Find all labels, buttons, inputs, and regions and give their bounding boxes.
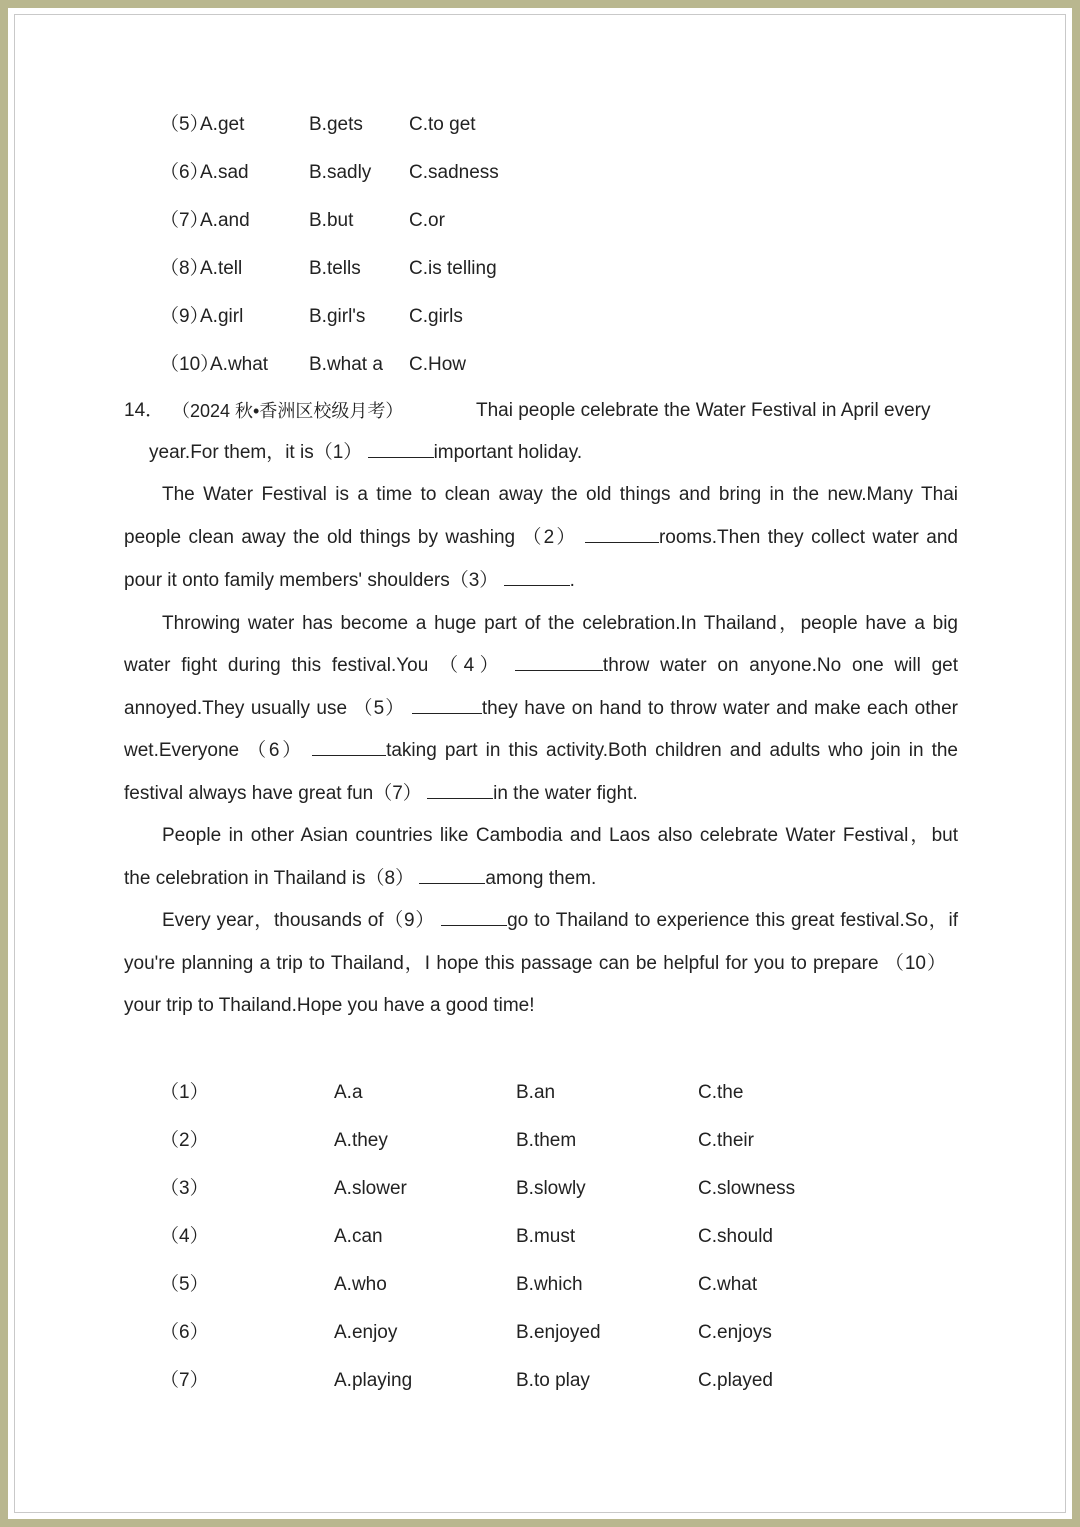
option-number: （3） — [160, 1178, 209, 1199]
option-row — [160, 1174, 860, 1204]
option-number: （10） — [160, 354, 220, 375]
option-b: B.what a — [309, 354, 383, 375]
option-c: C.played — [698, 1370, 773, 1391]
option-number: （4） — [160, 1226, 209, 1247]
option-a: A.slower — [334, 1178, 407, 1199]
option-row — [160, 1078, 860, 1108]
passage-line: people clean away the old things by washing （2） rooms.Then they collect water and — [124, 523, 958, 553]
option-number: （9） — [160, 306, 209, 327]
option-a: A.playing — [334, 1370, 413, 1391]
option-c: C.slowness — [698, 1178, 796, 1199]
option-row — [160, 110, 560, 140]
passage-line: pour it onto family members' shoulders（3） . — [124, 566, 958, 596]
option-c: C.what — [698, 1274, 758, 1295]
passage-line: Every year，thousands of（9） go to Thailand to experience this great festival.So，if — [162, 906, 958, 936]
option-a: A.girl — [200, 306, 244, 327]
option-b: B.but — [309, 210, 354, 231]
option-c: C.should — [698, 1226, 773, 1247]
option-a: A.they — [334, 1130, 388, 1151]
answer-blank — [412, 695, 482, 714]
option-row — [160, 350, 560, 380]
option-b: B.slowly — [516, 1178, 586, 1199]
question-number: 14． — [124, 400, 165, 421]
option-c: C.enjoys — [698, 1322, 772, 1343]
option-a: A.get — [200, 114, 245, 135]
option-row — [160, 1222, 860, 1252]
option-c: C.is telling — [409, 258, 497, 279]
answer-blank — [368, 439, 434, 458]
option-b: B.them — [516, 1130, 577, 1151]
option-row — [160, 158, 560, 188]
passage-line: you're planning a trip to Thailand，I hope this passage can be helpful for you to prepare （10） — [124, 953, 946, 974]
option-number: （6） — [160, 1322, 209, 1343]
passage-line: People in other Asian countries like Cambodia and Laos also celebrate Water Festival，but — [162, 825, 958, 846]
option-c: C.How — [409, 354, 467, 375]
answer-blank — [585, 524, 659, 543]
option-row — [160, 206, 560, 236]
option-a: A.sad — [200, 162, 249, 183]
option-a: A.enjoy — [334, 1322, 398, 1343]
option-row — [160, 1126, 860, 1156]
option-number: （8） — [160, 258, 209, 279]
option-b: B.gets — [309, 114, 363, 135]
passage-line: Thai people celebrate the Water Festival in April every — [476, 400, 931, 421]
option-number: （7） — [160, 1370, 209, 1391]
option-row — [160, 1270, 860, 1300]
option-a: A.and — [200, 210, 250, 231]
passage-line: the celebration in Thailand is（8） among them. — [124, 864, 958, 894]
passage-line: Throwing water has become a huge part of the celebration.In Thailand，people have a big — [162, 613, 958, 634]
option-c: C.their — [698, 1130, 754, 1151]
option-b: B.sadly — [309, 162, 372, 183]
option-number: （7） — [160, 210, 209, 231]
option-a: A.tell — [200, 258, 243, 279]
option-a: A.a — [334, 1082, 363, 1103]
option-number: （1） — [160, 1082, 209, 1103]
passage-line: The Water Festival is a time to clean away the old things and bring in the new.Many Thai — [162, 484, 958, 505]
option-c: C.to get — [409, 114, 476, 135]
passage-line: water fight during this festival.You （4） throw water on anyone.No one will get — [124, 651, 958, 681]
answer-blank — [441, 907, 507, 926]
option-a: A.can — [334, 1226, 383, 1247]
answer-blank — [419, 865, 485, 884]
option-row — [160, 1366, 860, 1396]
option-b: B.tells — [309, 258, 361, 279]
option-number: （2） — [160, 1130, 209, 1151]
option-c: C.sadness — [409, 162, 499, 183]
option-b: B.girl's — [309, 306, 366, 327]
option-b: B.to play — [516, 1370, 590, 1391]
option-b: B.enjoyed — [516, 1322, 601, 1343]
question-source: （2024 秋•香洲区校级月考） — [172, 401, 404, 421]
passage-line: annoyed.They usually use （5） they have on hand to throw water and make each other — [124, 694, 958, 724]
option-row — [160, 302, 560, 332]
option-c: C.the — [698, 1082, 744, 1103]
option-b: B.an — [516, 1082, 556, 1103]
option-c: C.or — [409, 210, 445, 231]
option-number: （5） — [160, 114, 209, 135]
option-b: B.which — [516, 1274, 583, 1295]
passage-line: year.For them，it is（1） important holiday. — [149, 438, 958, 468]
passage-line: wet.Everyone （6） taking part in this activity.Both children and adults who join in the — [124, 736, 958, 766]
option-a: A.who — [334, 1274, 387, 1295]
option-number: （6） — [160, 162, 209, 183]
option-c: C.girls — [409, 306, 463, 327]
passage-line: festival always have great fun（7） in the water fight. — [124, 779, 958, 809]
answer-blank — [515, 652, 603, 671]
option-b: B.must — [516, 1226, 576, 1247]
option-a: A.what — [210, 354, 269, 375]
option-row — [160, 254, 560, 284]
option-number: （5） — [160, 1274, 209, 1295]
answer-blank — [427, 780, 493, 799]
option-row — [160, 1318, 860, 1348]
answer-blank — [312, 737, 386, 756]
passage-line: your trip to Thailand.Hope you have a good time! — [124, 995, 535, 1016]
answer-blank — [504, 567, 570, 586]
